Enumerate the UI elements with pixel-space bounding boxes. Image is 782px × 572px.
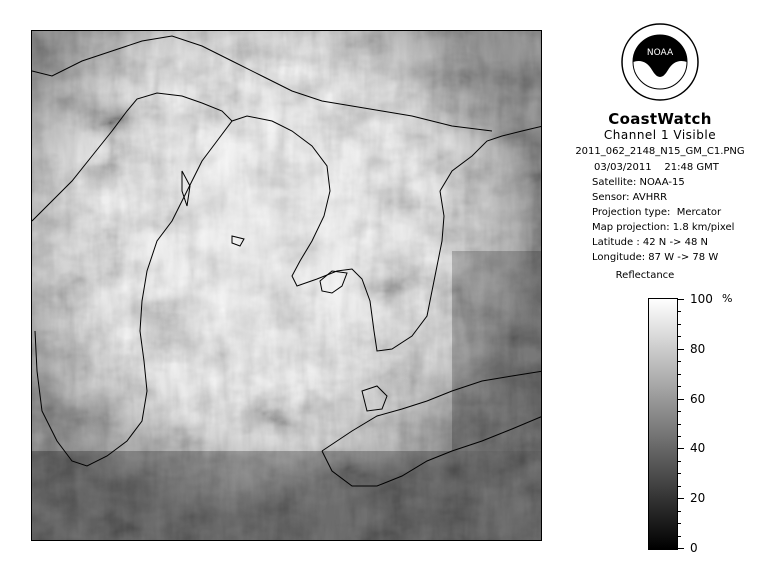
colorbar-tick: [678, 548, 684, 549]
product-title: CoastWatch: [608, 110, 712, 128]
product-subtitle: Channel 1 Visible: [603, 128, 717, 142]
date-text: 03/03/2011: [594, 162, 652, 173]
satellite-image: [31, 30, 542, 541]
colorbar-unit: %: [722, 292, 733, 305]
colorbar-minor-tick: [678, 424, 681, 425]
colorbar-minor-tick: [678, 511, 681, 512]
noaa-logo-text: NOAA: [646, 48, 674, 58]
colorbar-tick-label: 60: [690, 392, 706, 406]
noaa-logo-svg: [620, 22, 700, 102]
noaa-logo: [620, 22, 700, 102]
colorbar-minor-tick: [678, 324, 681, 325]
colorbar-minor-tick: [678, 361, 681, 362]
colorbar: [648, 298, 678, 550]
map-projection-text: Map projection: 1.8 km/pixel: [592, 222, 735, 233]
time-text: 21:48 GMT: [664, 162, 719, 173]
satellite-image-svg: [32, 31, 542, 541]
colorbar-minor-tick: [678, 336, 681, 337]
colorbar-minor-tick: [678, 461, 681, 462]
colorbar-tick: [678, 349, 684, 350]
colorbar-minor-tick: [678, 536, 681, 537]
colorbar-tick-label: 100: [690, 292, 713, 306]
colorbar-minor-tick: [678, 486, 681, 487]
colorbar-tick-label: 40: [690, 441, 706, 455]
colorbar-minor-tick: [678, 523, 681, 524]
colorbar-minor-tick: [678, 473, 681, 474]
colorbar-tick: [678, 448, 684, 449]
longitude-text: Longitude: 87 W -> 78 W: [592, 252, 719, 263]
colorbar-minor-tick: [678, 386, 681, 387]
colorbar-minor-tick: [678, 374, 681, 375]
colorbar-tick-label: 20: [690, 491, 706, 505]
product-filename: 2011_062_2148_N15_GM_C1.PNG: [575, 146, 745, 157]
datetime-row: [592, 160, 734, 175]
colorbar-minor-tick: [678, 436, 681, 437]
product-metadata: [592, 160, 734, 265]
latitude-text: Latitude : 42 N -> 48 N: [592, 237, 708, 248]
colorbar-tick: [678, 299, 684, 300]
colorbar-tick: [678, 399, 684, 400]
colorbar-tick-label: 0: [690, 541, 698, 555]
projection-type-text: Projection type: Mercator: [592, 207, 722, 218]
satellite-text: Satellite: NOAA-15: [592, 177, 685, 188]
colorbar-label: Reflectance: [615, 270, 675, 281]
sensor-text: Sensor: AVHRR: [592, 192, 668, 203]
colorbar-tick-label: 80: [690, 342, 706, 356]
colorbar-tick: [678, 498, 684, 499]
colorbar-minor-tick: [678, 411, 681, 412]
colorbar-minor-tick: [678, 311, 681, 312]
